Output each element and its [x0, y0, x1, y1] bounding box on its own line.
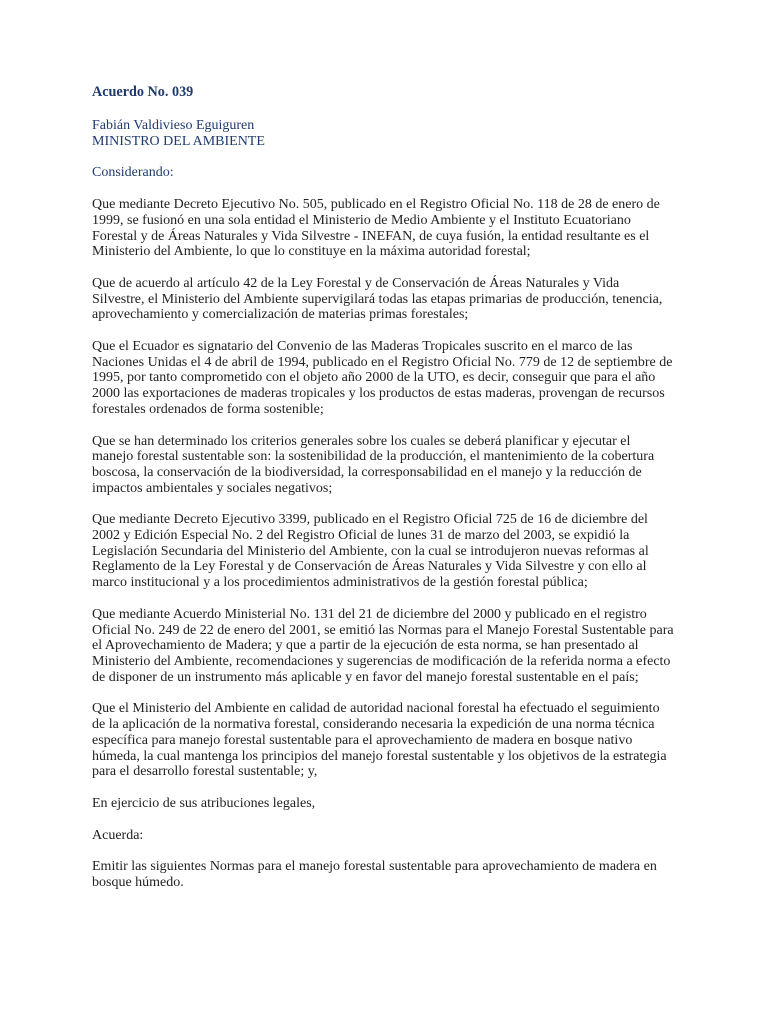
paragraph-4: Que se han determinado los criterios generales sobre los cuales se deberá planificar y ejecutar el manejo forestal sustentable son: la sostenibilidad de la producción, el mantenimiento de la cobertura boscosa, la conservación de la biodiversidad, la corresponsabilidad en el manejo y la reducción de impactos ambientales y sociales negativos;	[92, 433, 655, 496]
paragraph-1: Que mediante Decreto Ejecutivo No. 505, publicado en el Registro Oficial No. 118 de 28 de enero de 1999, se fusionó en una sola entidad el Ministerio de Medio Ambiente y el Instituto Ecuatoriano Forestal y de Áreas Naturales y Vida Silvestre - INEFAN, de cuya fusión, la entidad resultante es el Ministerio del Ambiente, lo que lo constituye en la máxima autoridad forestal;	[92, 197, 660, 260]
author-title: MINISTRO DEL AMBIENTE	[92, 133, 265, 149]
paragraph-8: En ejercicio de sus atribuciones legales,	[92, 795, 316, 811]
paragraph-10: Emitir las siguientes Normas para el manejo forestal sustentable para aprovechamiento de madera en bosque húmedo.	[92, 859, 657, 891]
author-block	[92, 118, 674, 149]
paragraph-9: Acuerda:	[92, 827, 144, 843]
paragraph-7: Que el Ministerio del Ambiente en calidad de autoridad nacional forestal ha efectuado el seguimiento de la aplicación de la normativa forestal, considerando necesaria la expedición de una norma técnica específica para manejo forestal sustentable para el aprovechamiento de madera en bosque nativo húmeda, la cual mantenga los principios del manejo forestal sustentable y los objetivos de la estrategia para el desarrollo forestal sustentable; y,	[92, 701, 667, 780]
paragraph-3: Que el Ecuador es signatario del Convenio de las Maderas Tropicales suscrito en el marco de las Naciones Unidas el 4 de abril de 1994, publicado en el Registro Oficial No. 779 de 12 de septiembre de 1995, por tanto comprometido con el objeto año 2000 de la UTO, es decir, conseguir que para el año 2000 las exportaciones de maderas tropicales y los productos de estas maderas, provengan de recursos forestales ordenados de forma sostenible;	[92, 339, 673, 417]
author-name: Fabián Valdivieso Eguiguren	[92, 118, 255, 133]
document-title: Acuerdo No. 039	[92, 84, 194, 100]
paragraph-6: Que mediante Acuerdo Ministerial No. 131 del 21 de diciembre del 2000 y publicado en el registro Oficial No. 249 de 22 de enero del 2001, se emitió las Normas para el Manejo Forestal Sustentable para el Aprovechamiento de Madera; y que a partir de la ejecución de esta norma, se han presentado al Ministerio del Ambiente, recomendaciones y sugerencias de modificación de la referida norma a efecto de disponer de un instrumento más aplicable y en favor del manejo forestal sustentable en el país;	[92, 606, 674, 685]
considering-heading: Considerando:	[92, 165, 174, 181]
document-page	[92, 85, 674, 891]
paragraph-2: Que de acuerdo al artículo 42 de la Ley Forestal y de Conservación de Áreas Naturales y Vida Silvestre, el Ministerio del Ambiente supervigilará todas las etapas primarias de producción, tenencia, aprovechamiento y comercialización de materias primas forestales;	[92, 275, 663, 323]
paragraph-5: Que mediante Decreto Ejecutivo 3399, publicado en el Registro Oficial 725 de 16 de diciembre del 2002 y Edición Especial No. 2 del Registro Oficial de lunes 31 de marzo del 2003, se expidió la Legislación Secundaria del Ministerio del Ambiente, con la cual se introdujeron nuevas reformas al Reglamento de la Ley Forestal y de Conservación de Áreas Naturales y Vida Silvestre y con ello al marco institucional y a los procedimientos administrativos de la gestión forestal pública;	[92, 512, 649, 591]
